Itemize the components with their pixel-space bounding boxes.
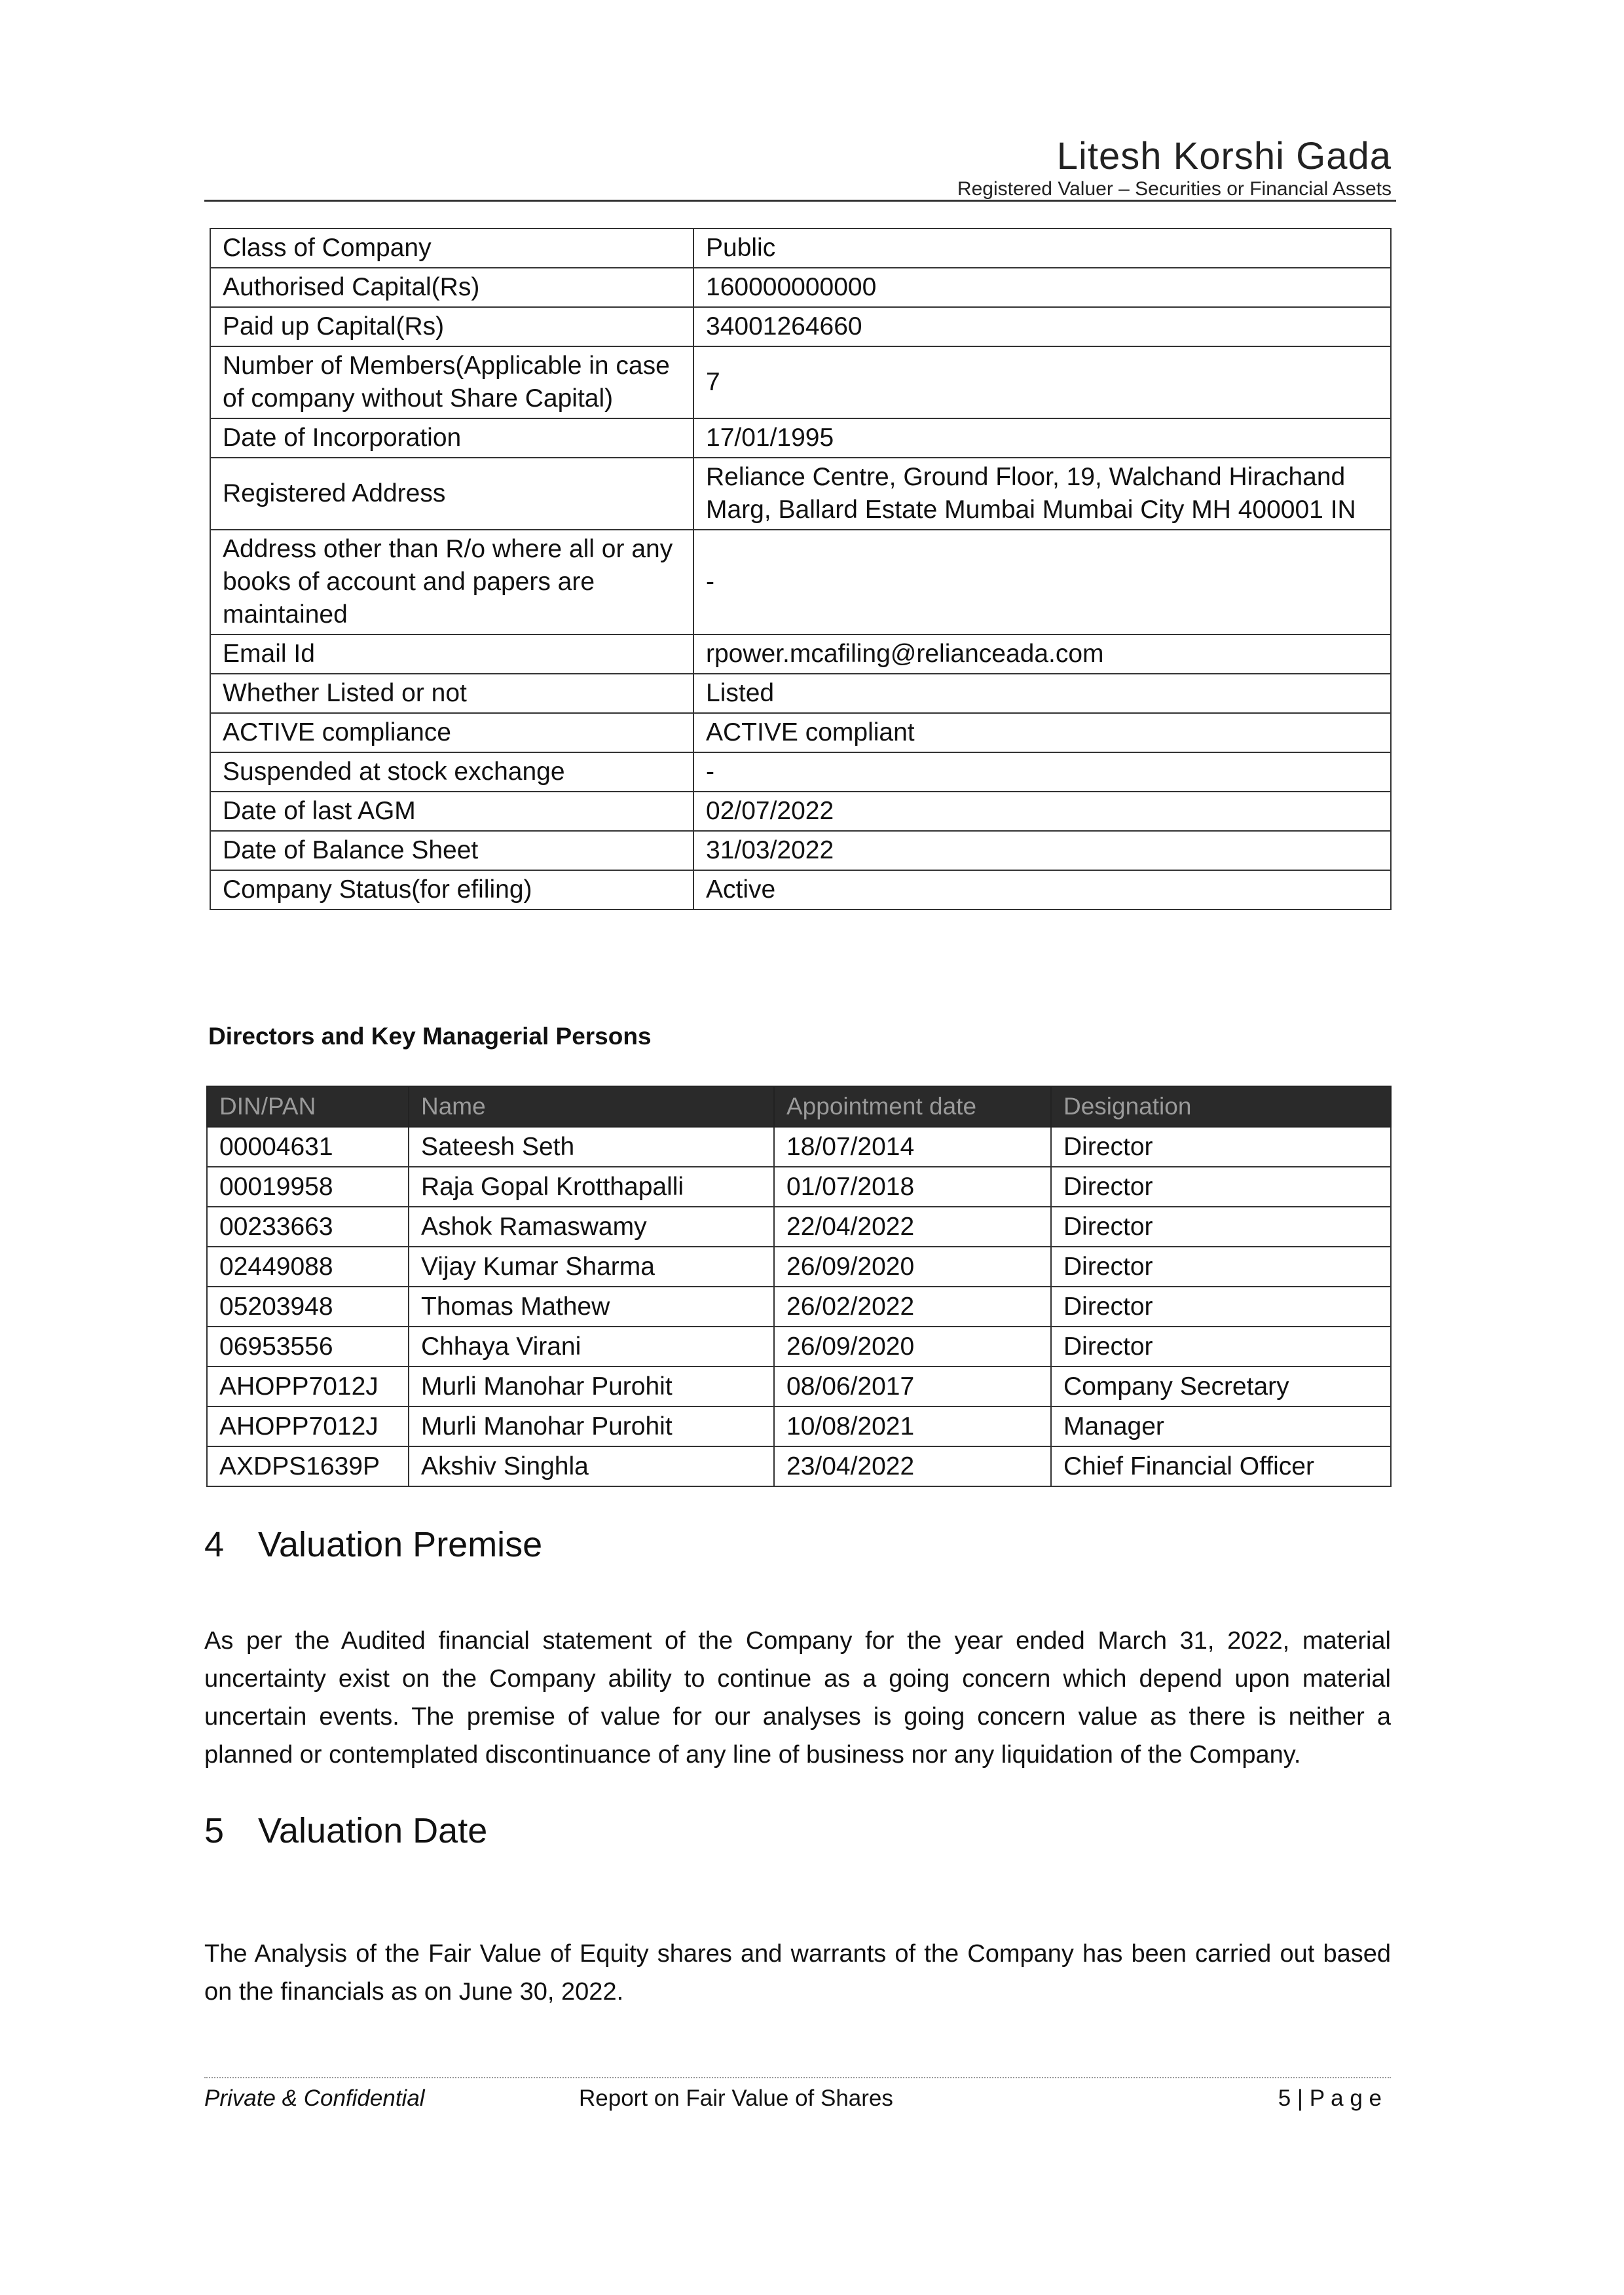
company-info-value: 160000000000: [693, 268, 1391, 307]
cell-din-pan: 06953556: [207, 1327, 409, 1367]
company-info-value: ACTIVE compliant: [693, 713, 1391, 752]
cell-din-pan: AHOPP7012J: [207, 1406, 409, 1446]
company-info-row: [210, 458, 1391, 530]
cell-din-pan: 00233663: [207, 1207, 409, 1247]
cell-name: Murli Manohar Purohit: [409, 1367, 774, 1406]
company-info-row: [210, 229, 1391, 268]
company-info-row: [210, 530, 1391, 634]
company-info-label: Date of Incorporation: [210, 418, 693, 458]
cell-name: Akshiv Singhla: [409, 1446, 774, 1486]
company-info-value: Active: [693, 870, 1391, 909]
table-row: [207, 1287, 1391, 1327]
company-info-value: Listed: [693, 674, 1391, 713]
cell-designation: Director: [1051, 1167, 1391, 1207]
company-info-label: Date of Balance Sheet: [210, 831, 693, 870]
section-5-paragraph: The Analysis of the Fair Value of Equity shares and warrants of the Company has been carried out based on the financials as on June 30, 2022.: [204, 1940, 1391, 2006]
company-info-row: [210, 307, 1391, 346]
company-info-row: [210, 346, 1391, 418]
company-info-value: 02/07/2022: [693, 792, 1391, 831]
company-info-row: [210, 870, 1391, 909]
section-5-number: 5: [204, 1811, 225, 1850]
directors-header-row: [207, 1086, 1391, 1127]
cell-din-pan: AXDPS1639P: [207, 1446, 409, 1486]
table-row: [207, 1406, 1391, 1446]
table-row: [207, 1247, 1391, 1287]
cell-appointment-date: 10/08/2021: [774, 1406, 1051, 1446]
section-5-title: Valuation Date: [258, 1811, 488, 1850]
company-info-table: [210, 228, 1392, 910]
company-info-row: [210, 418, 1391, 458]
cell-appointment-date: 26/09/2020: [774, 1327, 1051, 1367]
cell-designation: Company Secretary: [1051, 1367, 1391, 1406]
company-info-row: [210, 634, 1391, 674]
company-info-row: [210, 752, 1391, 792]
company-info-value: Public: [693, 229, 1391, 268]
cell-appointment-date: 01/07/2018: [774, 1167, 1051, 1207]
company-info-value: -: [693, 530, 1391, 634]
table-row: [207, 1446, 1391, 1486]
company-info-label: Authorised Capital(Rs): [210, 268, 693, 307]
cell-din-pan: 02449088: [207, 1247, 409, 1287]
company-info-row: [210, 792, 1391, 831]
cell-name: Sateesh Seth: [409, 1127, 774, 1167]
company-info-label: Class of Company: [210, 229, 693, 268]
cell-designation: Director: [1051, 1247, 1391, 1287]
company-info-row: [210, 713, 1391, 752]
cell-designation: Director: [1051, 1127, 1391, 1167]
cell-name: Chhaya Virani: [409, 1327, 774, 1367]
company-info-value: 34001264660: [693, 307, 1391, 346]
company-info-label: Company Status(for efiling): [210, 870, 693, 909]
footer-page-number: 5 | P a g e: [1278, 2085, 1382, 2111]
section-4-title: Valuation Premise: [258, 1525, 543, 1564]
table-row: [207, 1327, 1391, 1367]
cell-din-pan: 05203948: [207, 1287, 409, 1327]
section-5-heading: [204, 1810, 487, 1851]
letterhead-divider: [204, 200, 1396, 202]
cell-designation: Manager: [1051, 1406, 1391, 1446]
footer-confidential: Private & Confidential: [204, 2085, 425, 2111]
table-row: [207, 1167, 1391, 1207]
company-info-value: rpower.mcafiling@relianceada.com: [693, 634, 1391, 674]
company-info-label: Email Id: [210, 634, 693, 674]
company-info-label: Date of last AGM: [210, 792, 693, 831]
cell-name: Murli Manohar Purohit: [409, 1406, 774, 1446]
cell-name: Thomas Mathew: [409, 1287, 774, 1327]
directors-table: [206, 1086, 1392, 1487]
cell-designation: Chief Financial Officer: [1051, 1446, 1391, 1486]
company-info-row: [210, 831, 1391, 870]
cell-designation: Director: [1051, 1207, 1391, 1247]
table-row: [207, 1207, 1391, 1247]
company-info-value: Reliance Centre, Ground Floor, 19, Walchand Hirachand Marg, Ballard Estate Mumbai Mumbai City MH 400001 IN: [693, 458, 1391, 530]
company-info-label: Suspended at stock exchange: [210, 752, 693, 792]
cell-din-pan: AHOPP7012J: [207, 1367, 409, 1406]
directors-section-title: Directors and Key Managerial Persons: [208, 1023, 652, 1050]
footer-report-title: Report on Fair Value of Shares: [579, 2085, 893, 2111]
company-info-row: [210, 268, 1391, 307]
company-info-value: 7: [693, 346, 1391, 418]
company-info-label: Number of Members(Applicable in case of company without Share Capital): [210, 346, 693, 418]
cell-appointment-date: 18/07/2014: [774, 1127, 1051, 1167]
company-info-value: 31/03/2022: [693, 831, 1391, 870]
cell-name: Ashok Ramaswamy: [409, 1207, 774, 1247]
header-appointment-date: Appointment date: [774, 1086, 1051, 1127]
cell-appointment-date: 26/02/2022: [774, 1287, 1051, 1327]
company-info-value: -: [693, 752, 1391, 792]
letterhead-subtitle: Registered Valuer – Securities or Financial Assets: [957, 178, 1392, 200]
section-4-heading: [204, 1524, 542, 1565]
cell-designation: Director: [1051, 1327, 1391, 1367]
cell-name: Raja Gopal Krotthapalli: [409, 1167, 774, 1207]
cell-din-pan: 00004631: [207, 1127, 409, 1167]
cell-name: Vijay Kumar Sharma: [409, 1247, 774, 1287]
header-designation: Designation: [1051, 1086, 1391, 1127]
cell-designation: Director: [1051, 1287, 1391, 1327]
company-info-label: ACTIVE compliance: [210, 713, 693, 752]
footer-divider: [204, 2077, 1391, 2078]
company-info-row: [210, 674, 1391, 713]
company-info-value: 17/01/1995: [693, 418, 1391, 458]
cell-appointment-date: 26/09/2020: [774, 1247, 1051, 1287]
section-4-paragraph: As per the Audited financial statement of the Company for the year ended March 31, 2022, material uncertainty exist on the Company ability to continue as a going concern which depend upon material uncertain events. The premise of value for our analyses is going concern value as there is neither a planned or contemplated discontinuance of any line of business nor any liquidation of the Company.: [204, 1627, 1391, 1769]
cell-appointment-date: 23/04/2022: [774, 1446, 1051, 1486]
company-info-label: Registered Address: [210, 458, 693, 530]
cell-appointment-date: 08/06/2017: [774, 1367, 1051, 1406]
header-name: Name: [409, 1086, 774, 1127]
company-info-label: Address other than R/o where all or any books of account and papers are maintained: [210, 530, 693, 634]
letterhead-name: Litesh Korshi Gada: [1056, 135, 1392, 177]
cell-din-pan: 00019958: [207, 1167, 409, 1207]
company-info-label: Paid up Capital(Rs): [210, 307, 693, 346]
header-din-pan: DIN/PAN: [207, 1086, 409, 1127]
cell-appointment-date: 22/04/2022: [774, 1207, 1051, 1247]
company-info-label: Whether Listed or not: [210, 674, 693, 713]
table-row: [207, 1367, 1391, 1406]
table-row: [207, 1127, 1391, 1167]
section-4-number: 4: [204, 1525, 225, 1564]
